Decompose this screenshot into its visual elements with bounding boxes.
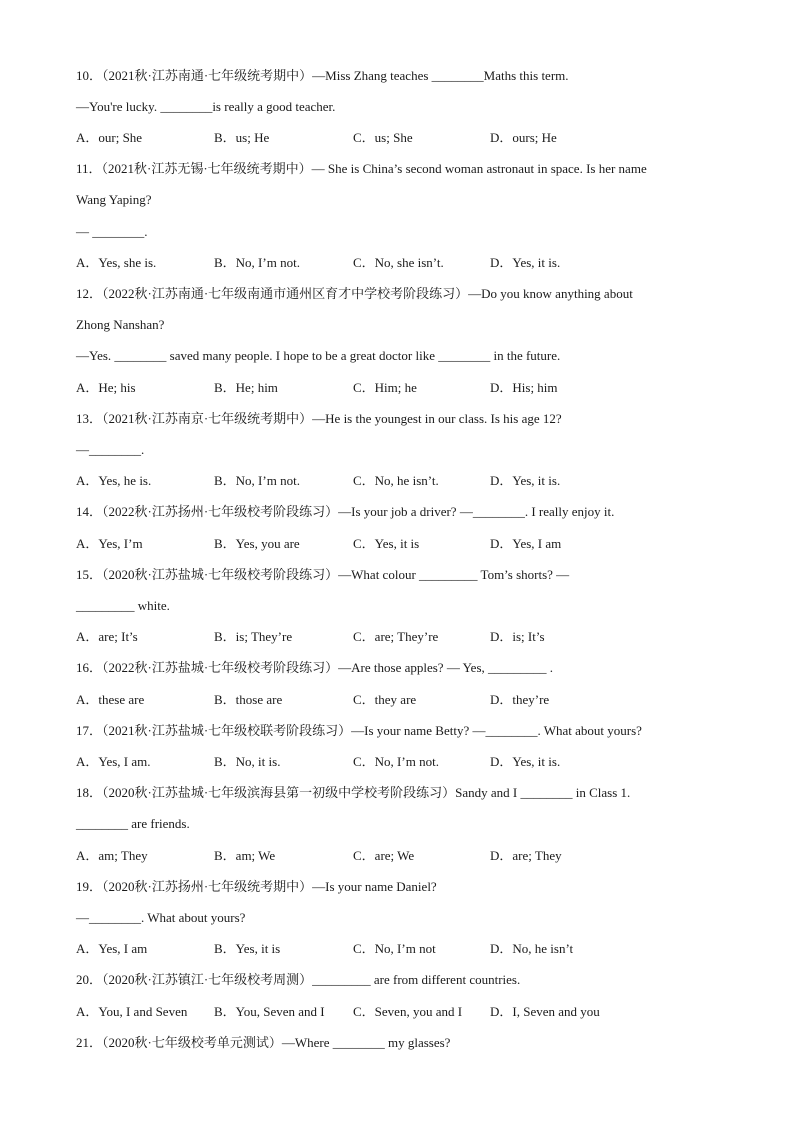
option-d: D．is; It’s: [490, 629, 545, 644]
question-16-line-1: 16．（2022秋·江苏盐城·七年级校考阶段练习）—Are those apples? — Yes, _________ .: [76, 660, 554, 675]
option-c: C．us; She: [353, 130, 413, 145]
option-b: B．am; We: [214, 848, 276, 863]
option-c: C．are; We: [353, 848, 415, 863]
question-20-line-1: 20．（2020秋·江苏镇江·七年级校考周测）_________ are from different countries.: [76, 972, 521, 987]
question-15-line-1: 15．（2020秋·江苏盐城·七年级校考阶段练习）—What colour _________ Tom’s shorts? —: [76, 567, 570, 582]
option-c: C．No, he isn’t.: [353, 473, 439, 488]
option-d: D．they’re: [490, 692, 550, 707]
option-c: C．Seven, you and I: [353, 1004, 463, 1019]
option-b: B．is; They’re: [214, 629, 293, 644]
option-a: A．are; It’s: [76, 629, 138, 644]
option-a: A．You, I and Seven: [76, 1004, 188, 1019]
option-b: B．No, it is.: [214, 754, 281, 769]
option-a: A．He; his: [76, 380, 136, 395]
option-a: A．Yes, she is.: [76, 255, 157, 270]
question-10-line-1: 10．（2021秋·江苏南通·七年级统考期中）—Miss Zhang teaches ________Maths this term.: [76, 68, 569, 83]
option-b: B．Yes, it is: [214, 941, 281, 956]
question-11-line-3: — ________.: [76, 224, 148, 239]
option-b: B．No, I’m not.: [214, 473, 300, 488]
option-c: C．Yes, it is: [353, 536, 420, 551]
question-18-line-2: ________ are friends.: [76, 816, 190, 831]
option-d: D．No, he isn’t: [490, 941, 574, 956]
option-d: D．Yes, it is.: [490, 255, 561, 270]
option-d: D．I, Seven and you: [490, 1004, 600, 1019]
option-a: A．Yes, I’m: [76, 536, 143, 551]
question-12-line-3: —Yes. ________ saved many people. I hope to be a great doctor like ________ in the future.: [76, 348, 561, 363]
question-19-line-2: —________. What about yours?: [76, 910, 246, 925]
option-b: B．You, Seven and I: [214, 1004, 325, 1019]
question-13-line-2: —________.: [76, 442, 145, 457]
option-c: C．No, she isn’t.: [353, 255, 444, 270]
question-17-line-1: 17．（2021秋·江苏盐城·七年级校联考阶段练习）—Is your name Betty? —________. What about yours?: [76, 723, 642, 738]
option-a: A．am; They: [76, 848, 148, 863]
option-a: A．these are: [76, 692, 145, 707]
option-b: B．those are: [214, 692, 283, 707]
option-b: B．us; He: [214, 130, 270, 145]
option-b: B．He; him: [214, 380, 278, 395]
option-d: D．Yes, it is.: [490, 473, 561, 488]
option-c: C．No, I’m not.: [353, 754, 439, 769]
option-a: A．our; She: [76, 130, 143, 145]
option-d: D．Yes, I am: [490, 536, 562, 551]
option-d: D．ours; He: [490, 130, 557, 145]
option-c: C．No, I’m not: [353, 941, 436, 956]
option-b: B．No, I’m not.: [214, 255, 300, 270]
option-c: C．Him; he: [353, 380, 417, 395]
option-b: B．Yes, you are: [214, 536, 300, 551]
question-11-line-2: Wang Yaping?: [76, 192, 152, 207]
question-19-line-1: 19．（2020秋·江苏扬州·七年级统考期中）—Is your name Daniel?: [76, 879, 437, 894]
option-d: D．Yes, it is.: [490, 754, 561, 769]
question-12-line-2: Zhong Nanshan?: [76, 317, 165, 332]
option-a: A．Yes, he is.: [76, 473, 152, 488]
option-d: D．are; They: [490, 848, 562, 863]
question-11-line-1: 11．（2021秋·江苏无锡·七年级统考期中）— She is China’s second woman astronaut in space. Is her name: [76, 161, 647, 176]
question-10-line-2: —You're lucky. ________is really a good teacher.: [76, 99, 336, 114]
question-12-line-1: 12．（2022秋·江苏南通·七年级南通市通州区育才中学校考阶段练习）—Do you know anything about: [76, 286, 633, 301]
question-14-line-1: 14．（2022秋·江苏扬州·七年级校考阶段练习）—Is your job a driver? —________. I really enjoy it.: [76, 504, 615, 519]
option-c: C．are; They’re: [353, 629, 439, 644]
question-18-line-1: 18．（2020秋·江苏盐城·七年级滨海县第一初级中学校考阶段练习）Sandy and I ________ in Class 1.: [76, 785, 631, 800]
option-c: C．they are: [353, 692, 417, 707]
question-15-line-2: _________ white.: [76, 598, 170, 613]
option-a: A．Yes, I am: [76, 941, 148, 956]
question-13-line-1: 13．（2021秋·江苏南京·七年级统考期中）—He is the youngest in our class. Is his age 12?: [76, 411, 562, 426]
option-a: A．Yes, I am.: [76, 754, 151, 769]
option-d: D．His; him: [490, 380, 558, 395]
question-21-line-1: 21．（2020秋·七年级校考单元测试）—Where ________ my glasses?: [76, 1035, 451, 1050]
